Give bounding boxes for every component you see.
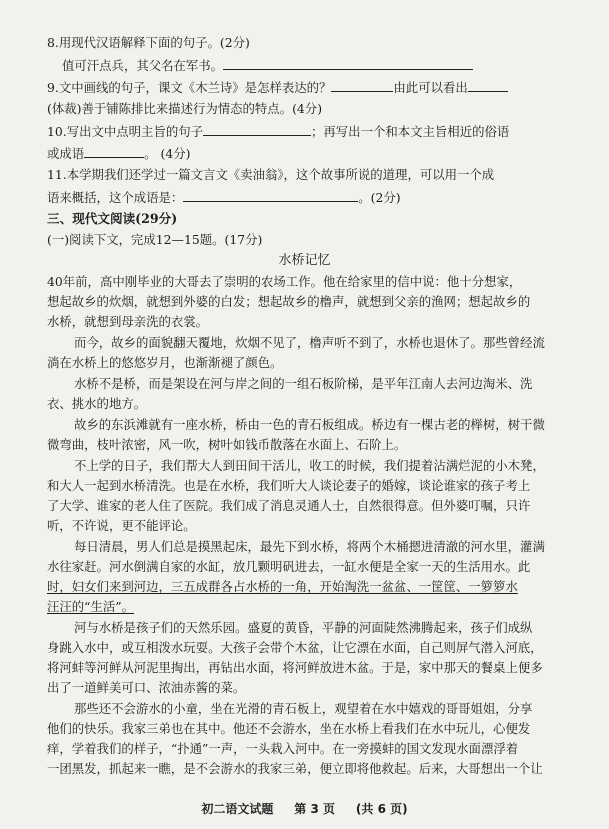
question-11-line2 [47,189,401,206]
answer-blank-9a[interactable] [331,79,393,92]
answer-blank-11[interactable] [183,189,358,202]
article-line: 了大学、谁家的老人住了医院。我们成了消息灵通人士，自然很得意。但外婆叮嘱，只许 [47,498,531,513]
footer-total-pages: (共 6 页) [355,802,408,816]
question-10 [47,123,509,140]
article-line: 身跳入水中，或互相泼水玩耍。大孩子会带个木盆，让它漂在水面，自己则屏气潜入河底， [47,640,543,655]
question-10-line2 [47,145,190,162]
question-9-text-a: 9.文中画线的句子，课文《木兰诗》是怎样表达的？ [47,80,332,95]
article-line: 水往家赶。河水倒满自家的水缸，放几颗明矾进去，一缸水便是全家一天的生活用水。此 [47,559,531,574]
question-9-line2: (体裁)善于铺陈排比来描述行为情态的特点。(4分) [47,101,323,116]
answer-blank-9b[interactable] [468,79,508,92]
answer-blank-8[interactable] [223,57,473,70]
article-line: 那些还不会游水的小童，坐在光滑的青石板上，观望着在水中嬉戏的哥哥姐姐，分享 [74,701,533,716]
page-footer [0,800,609,817]
underlined-sentence-end: 汪汪的“生活”。 [47,599,135,614]
article-line: 将河蚌等河鲜从河泥里掏出，再钻出水面，将河鲜放进木盆。于是，家中那天的餐桌上便多 [47,660,543,675]
question-10-text-c: 或成语 [47,146,85,161]
article-line: 而今，故乡的面貌翻天覆地，炊烟不见了，橹声听不到了，水桥也退休了。那些曾经流 [74,335,545,350]
article-line: 衣、挑水的地方。 [47,396,147,411]
question-9 [47,79,508,96]
section-heading: 三、现代文阅读(29分) [47,211,178,226]
article-line: 痒，学着我们的样子，“扑通”一声，一头栽入河中。在一旁摸蚌的国文发现水面漂浮着 [47,741,519,756]
article-line: 故乡的东浜滩就有一座水桥，桥由一色的青石板组成。桥边有一棵古老的榉树，树干微 [74,417,545,432]
article-line: 河与水桥是孩子们的天然乐园。盛夏的黄昏，平静的河面陡然沸腾起来，孩子们成纵 [74,620,533,635]
question-9-text-b: 由此可以看出 [393,80,468,95]
question-10-text-a: 10.写出文中点明主旨的句子 [47,124,204,139]
footer-exam-name: 初二语文试题 [201,802,274,816]
article-line: 想起故乡的炊烟，就想到外婆的白发；想起故乡的橹声，就想到父亲的渔网；想起故乡的 [47,294,531,309]
article-title: 水桥记忆 [278,253,331,268]
article-line: 听，不许说，更不能评论。 [47,518,196,533]
question-10-score: 。 (4分) [144,146,191,161]
footer-page-number: 第 3 页 [294,802,336,816]
article-line: 微弯曲，枝叶浓密，风一吹，树叶如钱币散落在水面上、石阶上。 [47,437,407,452]
article-line: 不上学的日子，我们帮大人到田间干活儿，收工的时候，我们提着沾满烂泥的小木凳， [74,458,545,473]
article-line: 他们的快乐。我家三弟也在其中。他还不会游水，坐在水桥上看我们在水中玩儿，心便发 [47,721,531,736]
article-line: 每日清晨，男人们总是摸黑起床，最先下到水桥，将两个木桶摁进清澈的河水里，灌满 [74,539,545,554]
question-11-text-a: 语来概括，这个成语是： [47,190,184,205]
underlined-sentence: 时，妇女们来到河边，三五成群各占水桥的一角，开始淘洗一盆盆、一筐筐、一箩箩水 [47,579,518,594]
article-line: 淌在水桥上的悠悠岁月，也渐渐褪了颜色。 [47,355,283,370]
article-line: 40年前，高中刚毕业的大哥去了崇明的农场工作。他在给家里的信中说：他十分想家， [47,274,522,289]
article-line: 和大人一起到水桥清洗。也是在水桥，我们听大人谈论妻子的婚嫁，谈论谁家的孩子考上 [47,478,531,493]
question-8-sentence-text: 值可汗点兵，其父名在军书。 [62,58,224,73]
article-line: 水桥不是桥，而是架设在河与岸之间的一组石板阶梯，是平年江南人去河边淘米、洗 [74,376,533,391]
article-line: 一团黑发，抓起来一瞧，是不会游水的我家三弟，便立即将他救起。后来，大哥想出一个让 [47,761,543,776]
question-11: 11.本学期我们还学过一篇文言文《卖油翁》，这个故事所说的道理，可以用一个成 [47,167,495,182]
question-8-sentence [62,57,473,74]
answer-blank-10a[interactable] [203,123,311,136]
question-11-score: 。(2分) [358,190,401,205]
article-line: 水桥，就想到母亲洗的衣裳。 [47,314,209,329]
answer-blank-10b[interactable] [84,145,144,158]
sub-section-heading: (一)阅读下文，完成12—15题。(17分) [47,232,263,247]
article-line: 出了一道鲜美可口、浓油赤酱的菜。 [47,680,246,695]
question-10-text-b: ；再写出一个和本文主旨相近的俗语 [311,124,510,139]
question-8: 8.用现代汉语解释下面的句子。(2分) [47,35,250,50]
